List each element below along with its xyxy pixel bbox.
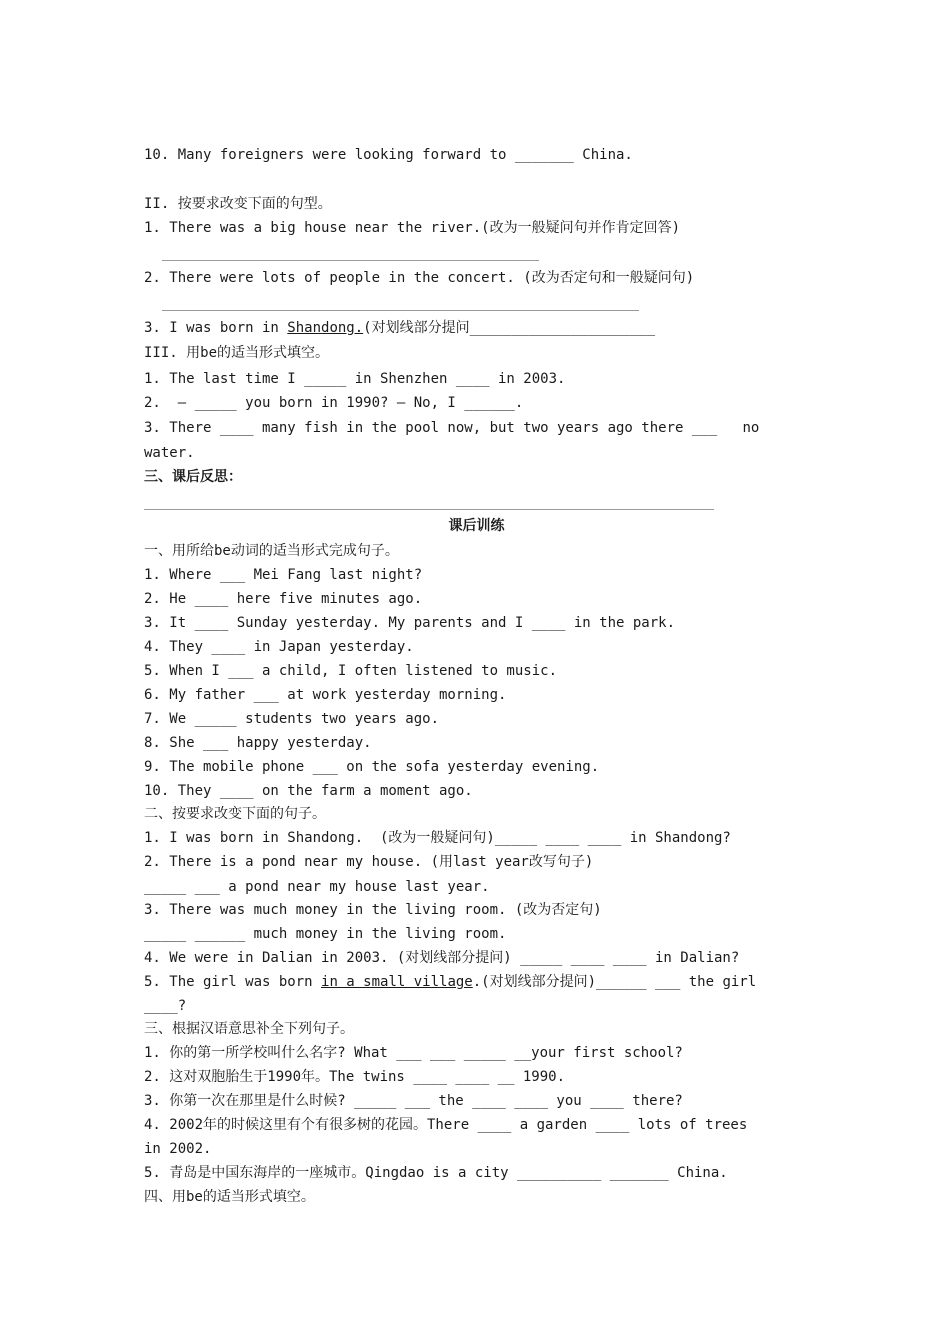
reflection-line (144, 509, 714, 510)
section-ii-title: II. 按要求改变下面的句型。 (144, 196, 332, 212)
section-iii-q1: 1. The last time I _____ in Shenzhen ____ in 2003. (144, 371, 566, 387)
practice-1-item: 8. She ___ happy yesterday. (144, 735, 372, 751)
practice-3-item: 3. 你第一次在那里是什么时候? _____ ___ the ____ ____ you ____ there? (144, 1093, 683, 1109)
section-iii-q2: 2. — _____ you born in 1990? — No, I ______. (144, 395, 524, 411)
practice-3-item: in 2002. (144, 1141, 212, 1157)
practice-2-q5-tail: ____? (144, 998, 187, 1014)
section-ii-q2: 2. There were lots of people in the concert. (改为否定句和一般疑问句) (144, 270, 695, 286)
practice-3-item: 4. 2002年的时候这里有个有很多树的花园。There ____ a garden ____ lots of trees (144, 1117, 748, 1133)
practice-1-item: 2. He ____ here five minutes ago. (144, 591, 423, 607)
practice-3-title: 三、根据汉语意思补全下列句子。 (144, 1021, 354, 1037)
q10-options (144, 167, 809, 191)
reflection-title: 三、课后反思： (144, 469, 242, 485)
practice-1-item: 7. We _____ students two years ago. (144, 711, 440, 727)
section-iii-q3-cont: water. (144, 445, 195, 461)
practice-1-item: 10. They ____ on the farm a moment ago. (144, 783, 473, 799)
practice-3-item: 2. 这对双胞胎生于1990年。The twins ____ ____ __ 1990. (144, 1069, 566, 1085)
practice-3-item: 1. 你的第一所学校叫什么名字? What ___ ___ _____ __your first school? (144, 1045, 683, 1061)
section-iii-title: III. 用be的适当形式填空。 (144, 345, 330, 361)
q5-suffix: .(对划线部分提问)______ ___ the girl (472, 974, 757, 990)
practice-1-item: 4. They ____ in Japan yesterday. (144, 639, 414, 655)
practice-1-item: 6. My father ___ at work yesterday morning. (144, 687, 507, 703)
practice-2-q5 (144, 970, 809, 994)
practice-2-q3-answer: _____ ______ much money in the living room. (144, 926, 507, 942)
practice-1-item: 3. It ____ Sunday yesterday. My parents and I ____ in the park. (144, 615, 676, 631)
q10-text: 10. Many foreigners were looking forward to _______ China. (144, 147, 633, 163)
q5-prefix: 5. The girl was born (144, 974, 322, 990)
practice-2-title: 二、按要求改变下面的句子。 (144, 806, 326, 822)
practice-1-item: 9. The mobile phone ___ on the sofa yesterday evening. (144, 759, 600, 775)
practice-2-q2: 2. There is a pond near my house. (用last year改写句子) (144, 854, 594, 870)
practice-3-item: 5. 青岛是中国东海岸的一座城市。Qingdao is a city __________ _______ China. (144, 1165, 728, 1181)
section-iii-q3: 3. There ____ many fish in the pool now, but two years ago there ___ no (144, 420, 760, 436)
practice-1-title: 一、用所给be动词的适当形式完成句子。 (144, 543, 399, 559)
practice-title: 课后训练 (448, 518, 505, 534)
practice-1-item: 1. Where ___ Mei Fang last night? (144, 567, 423, 583)
practice-2-q3: 3. There was much money in the living room. (改为否定句) (144, 902, 602, 918)
answer-line (162, 260, 539, 261)
q3-suffix: (对划线部分提问______________________ (363, 320, 656, 336)
q5-underlined: in a small village (321, 974, 473, 990)
section-ii-q1: 1. There was a big house near the river.(改为一般疑问句并作肯定回答) (144, 220, 681, 236)
practice-2-q1: 1. I was born in Shandong. (改为一般疑问句)_____ ____ ____ in Shandong? (144, 830, 731, 846)
q3-prefix: 3. I was born in (144, 320, 288, 336)
q9-options (144, 118, 809, 142)
practice-4-title: 四、用be的适当形式填空。 (144, 1189, 315, 1205)
section-ii-q3 (144, 316, 809, 340)
practice-2-q2-answer: _____ ___ a pond near my house last year. (144, 879, 490, 895)
practice-1-item: 5. When I ___ a child, I often listened to music. (144, 663, 558, 679)
q3-underlined: Shandong. (287, 320, 364, 336)
practice-2-q4: 4. We were in Dalian in 2003. (对划线部分提问) _____ ____ ____ in Dalian? (144, 950, 740, 966)
answer-line (162, 310, 639, 311)
